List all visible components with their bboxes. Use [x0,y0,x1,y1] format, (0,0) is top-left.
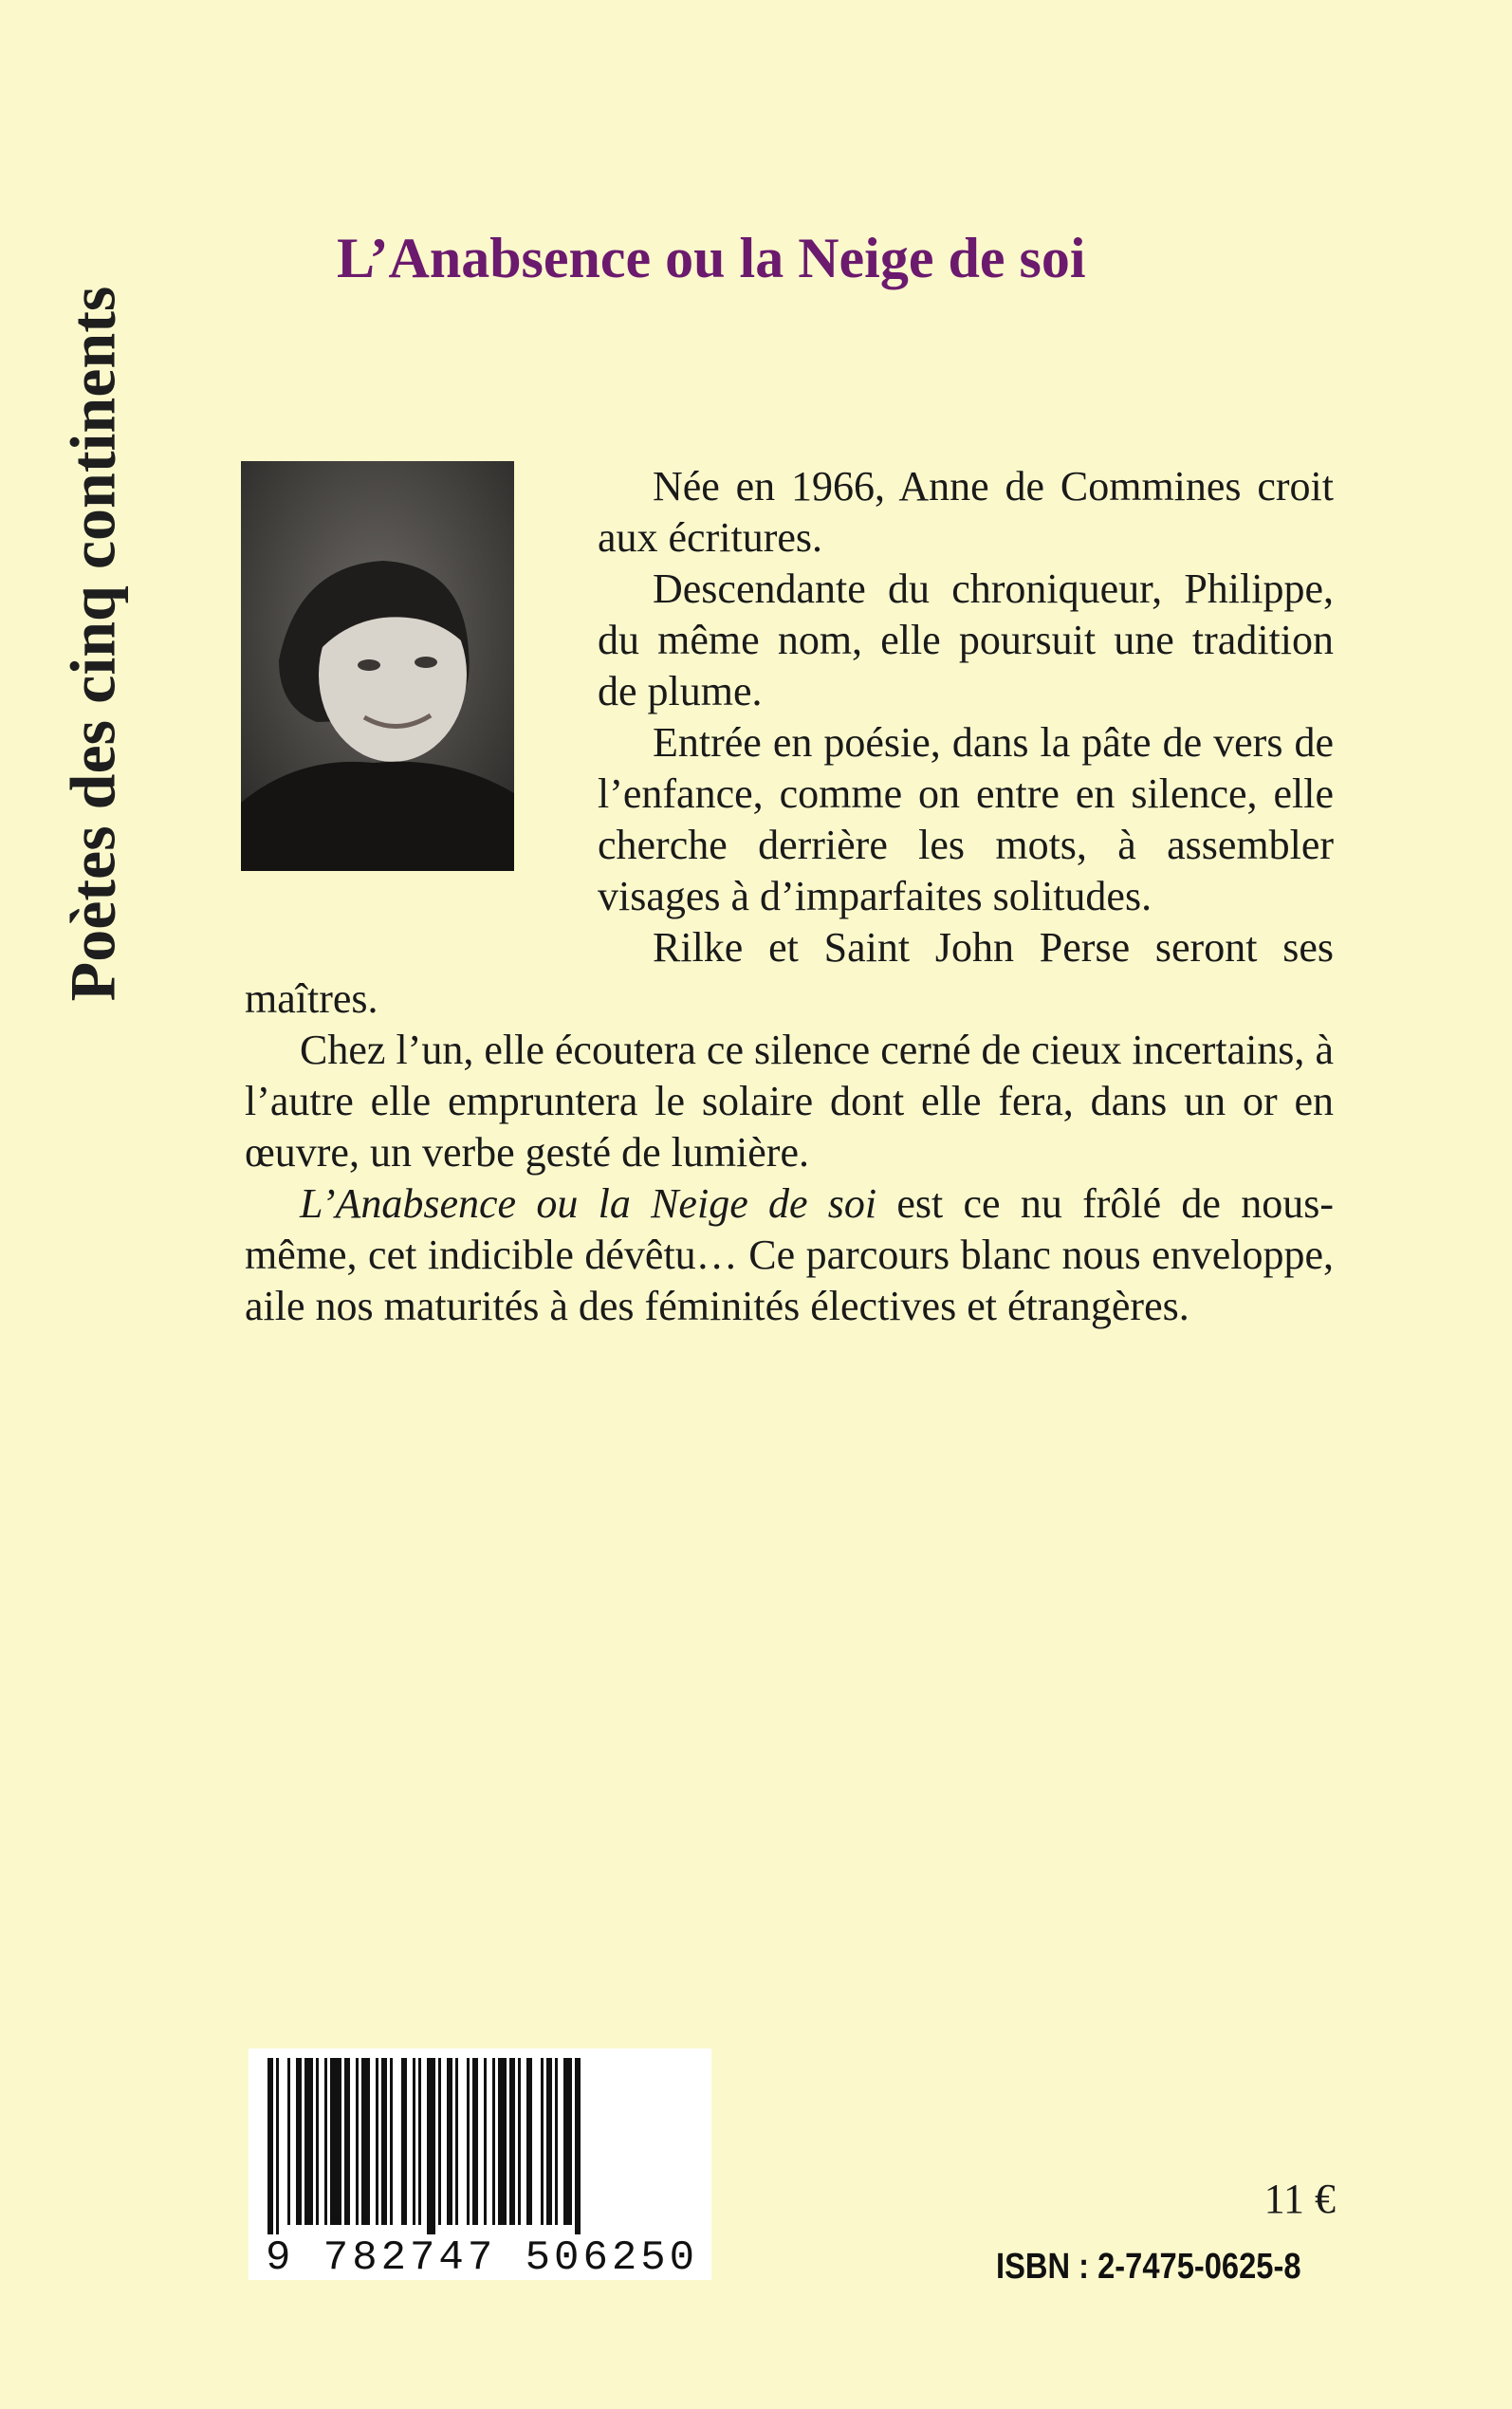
collection-spine [34,201,152,1085]
paragraph-masters: Rilke et Saint John Perse seront ses maîtres. [245,924,1334,1022]
paragraph-lineage: Descendante du chroniqueur, Philippe, du même nom, elle poursuit une tradition de plume. [598,565,1334,714]
collection-name: Poètes des cinq continents [56,286,129,1001]
barcode-digits: 9 782747 506250 [266,2234,699,2282]
paragraph-book-description [245,1178,1334,1332]
book-title: L’Anabsence ou la Neige de soi [337,227,1086,289]
paragraph-influences: Chez l’un, elle écoutera ce silence cerné de cieux incertains, à l’autre elle empruntera le solaire dont elle fera, dans un or en œuvre, un verbe gesté de lumière. [245,1027,1334,1176]
paragraph-poetry: Entrée en poésie, dans la pâte de vers de l’enfance, comme on entre en silence, elle cherche derrière les mots, à assembler visages à d’imparfaites solitudes. [598,719,1334,919]
price: 11 € [1263,2176,1336,2222]
book-description-text: est ce nu frôlé de nous-même, cet indicible dévêtu… Ce parcours blanc nous enveloppe, aile nos maturités à des féminités électives et étrangères. [245,1180,1334,1329]
paragraph-birth: Née en 1966, Anne de Commines croit aux écritures. [598,463,1334,561]
back-cover-text [245,461,1334,1332]
italic-book-title: L’Anabsence ou la Neige de soi [300,1180,877,1227]
isbn: ISBN : 2-7475-0625-8 [996,2247,1301,2287]
barcode [249,2048,711,2280]
barcode-bars-icon [264,2058,696,2234]
